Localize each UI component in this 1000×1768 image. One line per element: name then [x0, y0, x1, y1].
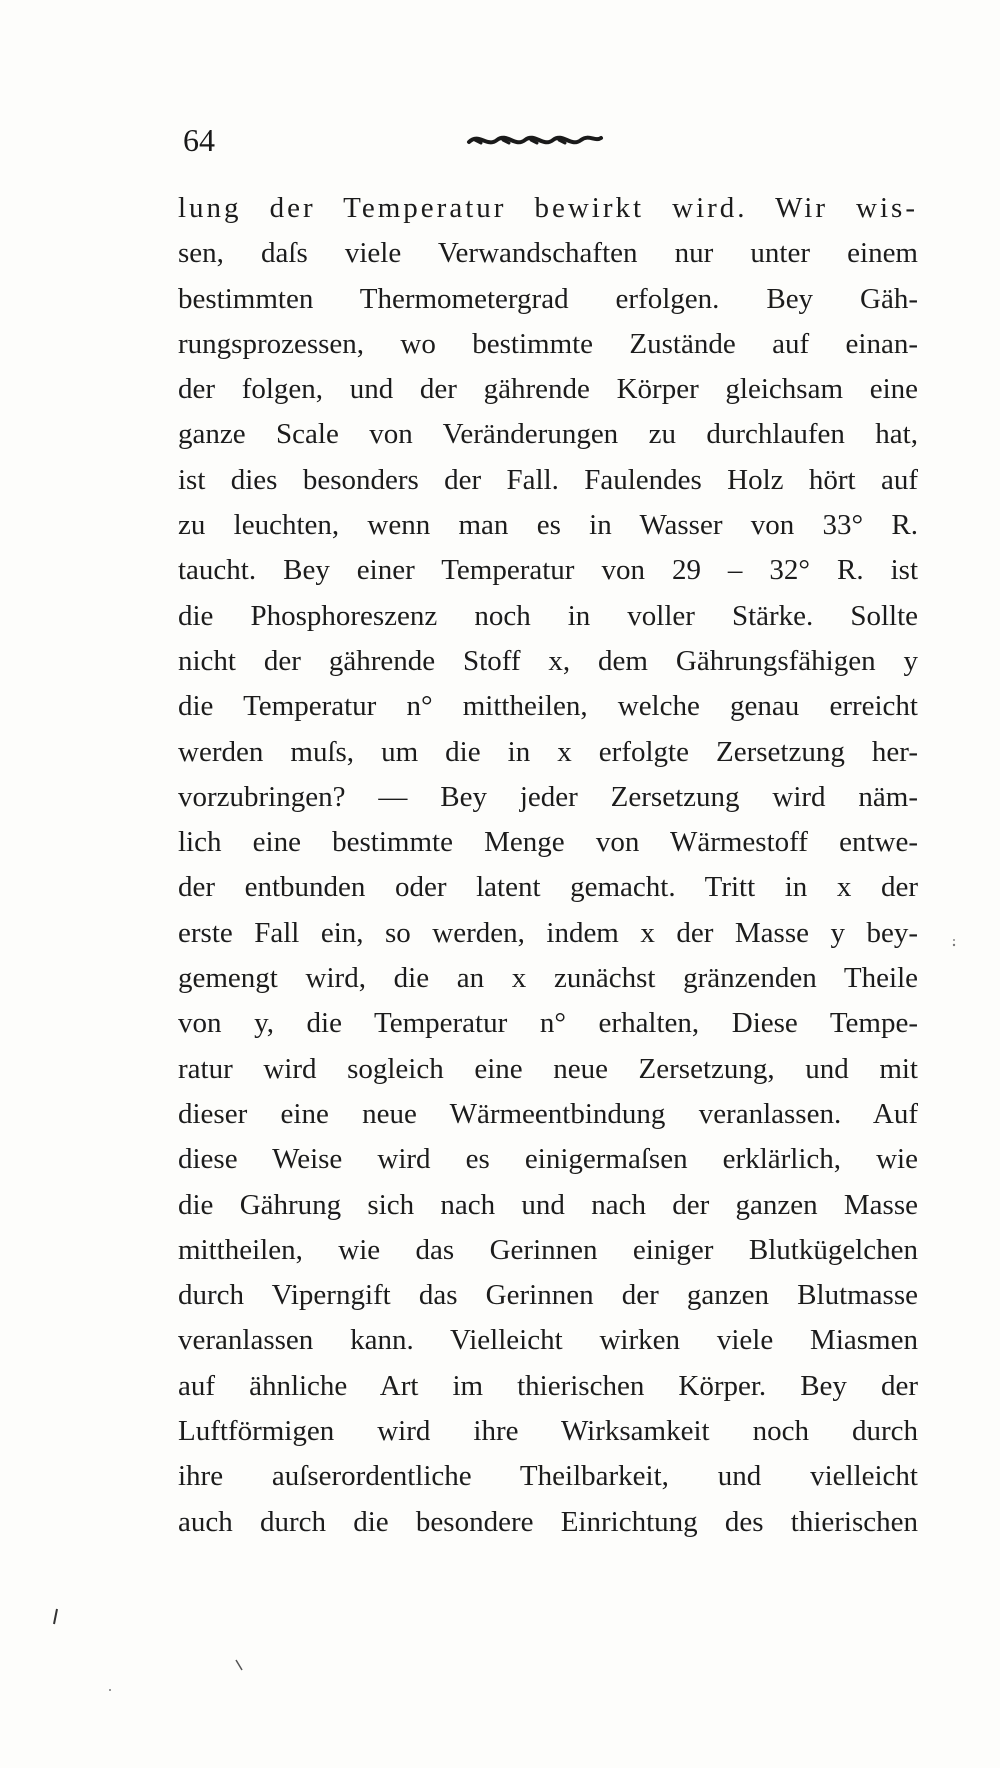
text-line-6: ganze Scale von Veränderungen zu durchlaufen hat,	[178, 418, 918, 451]
text-line-7: ist dies besonders der Fall. Faulendes Holz hört auf	[178, 463, 918, 496]
text-line-9: taucht. Bey einer Temperatur von 29 – 32° R. ist	[178, 554, 918, 587]
text-line-3: bestimmten Thermometergrad erfolgen. Bey Gäh-	[178, 282, 918, 315]
page-header	[183, 120, 883, 170]
text-line-10: die Phosphoreszenz noch in voller Stärke. Sollte	[178, 599, 918, 632]
page-number: 64	[183, 122, 215, 158]
text-line-28: Luftförmigen wird ihre Wirksamkeit noch durch	[178, 1415, 918, 1448]
text-line-1: lung der Temperatur bewirkt wird. Wir wis-	[178, 192, 918, 224]
body-text	[178, 186, 918, 1545]
text-line-4: rungsprozessen, wo bestimmte Zustände auf einan-	[178, 327, 918, 360]
text-line-22: diese Weise wird es einigermaſsen erklärlich, wie	[178, 1143, 918, 1176]
text-line-27: auf ähnliche Art im thierischen Körper. Bey der	[178, 1369, 918, 1402]
text-line-20: ratur wird sogleich eine neue Zersetzung, und mit	[178, 1052, 918, 1085]
text-line-18: gemengt wird, die an x zunächst gränzenden Theile	[178, 962, 918, 995]
text-line-21: dieser eine neue Wärmeentbindung veranlassen. Auf	[178, 1097, 918, 1130]
text-line-17: erste Fall ein, so werden, indem x der Masse y bey-	[178, 916, 918, 949]
text-line-26: veranlassen kann. Vielleicht wirken viele Miasmen	[178, 1324, 918, 1357]
text-line-12: die Temperatur n° mittheilen, welche genau erreicht	[178, 690, 918, 723]
text-line-30: auch durch die besondere Einrichtung des thierischen	[178, 1505, 918, 1538]
text-line-25: durch Viperngift das Gerinnen der ganzen Blutmasse	[178, 1279, 918, 1312]
text-line-15: lich eine bestimmte Menge von Wärmestoff entwe-	[178, 826, 918, 859]
ornament-icon	[465, 128, 605, 152]
text-line-16: der entbunden oder latent gemacht. Tritt in x der	[178, 871, 918, 904]
text-line-2: sen, daſs viele Verwandschaften nur unter einem	[178, 237, 918, 270]
text-line-19: von y, die Temperatur n° erhalten, Diese Tempe-	[178, 1007, 918, 1040]
text-line-11: nicht der gährende Stoff x, dem Gährungsfähigen y	[178, 644, 918, 677]
text-line-29: ihre auſserordentliche Theilbarkeit, und vielleicht	[178, 1460, 918, 1493]
text-line-24: mittheilen, wie das Gerinnen einiger Blutkügelchen	[178, 1233, 918, 1266]
text-line-5: der folgen, und der gährende Körper gleichsam eine	[178, 373, 918, 406]
text-line-8: zu leuchten, wenn man es in Wasser von 33° R.	[178, 509, 918, 542]
text-line-14: vorzubringen? — Bey jeder Zersetzung wird näm-	[178, 780, 918, 813]
text-line-23: die Gährung sich nach und nach der ganzen Masse	[178, 1188, 918, 1221]
text-line-13: werden muſs, um die in x erfolgte Zersetzung her-	[178, 735, 918, 768]
